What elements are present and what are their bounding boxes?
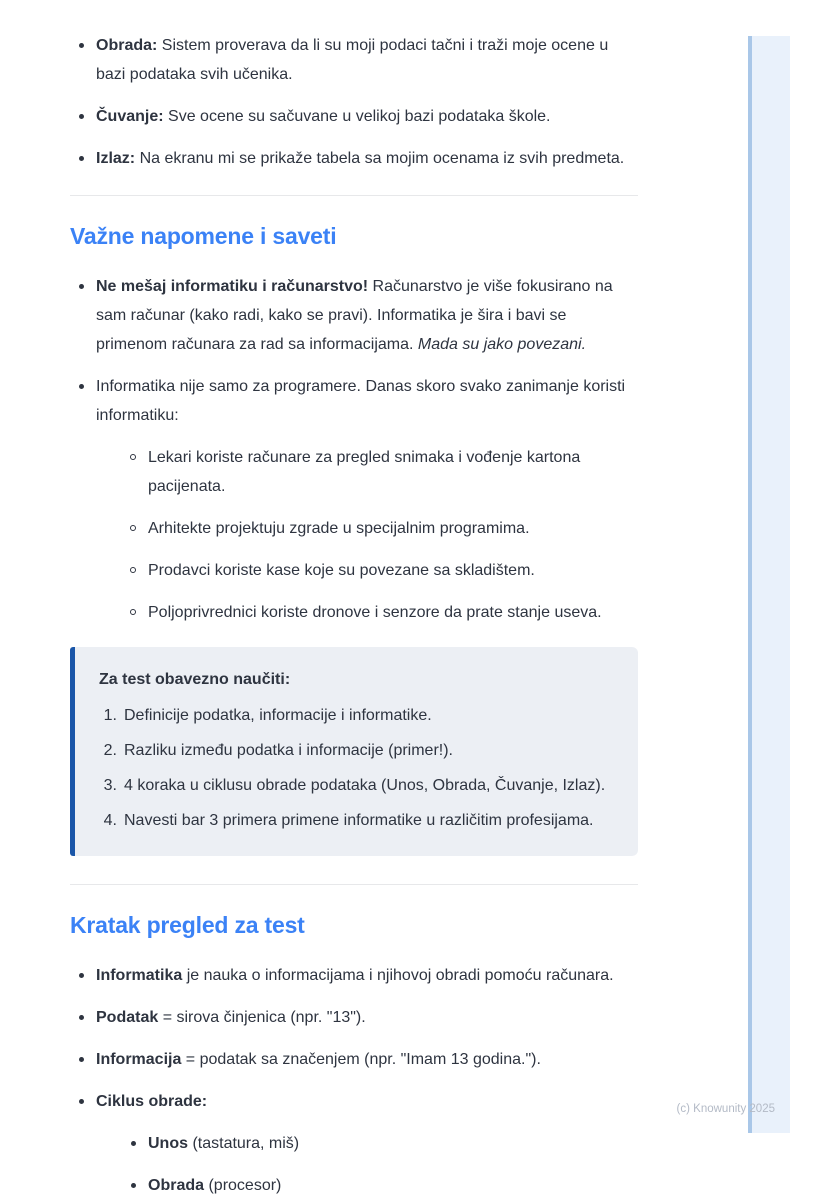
item-text: Navesti bar 3 primera primene informatike u različitim profesijama. xyxy=(124,812,594,829)
list-item xyxy=(70,272,638,359)
item-text: Prodavci koriste kase koje su povezane sa skladištem. xyxy=(148,562,535,579)
item-text: Arhitekte projektuju zgrade u specijalnim programima. xyxy=(148,520,530,537)
list-item xyxy=(70,372,638,627)
item-bold-label: Unos xyxy=(148,1135,188,1152)
item-text: Računarstvo je više fokusirano na sam računar (kako radi, kako se pravi). Informatika je šira i bavi se primenom računara za rad sa informacijama. xyxy=(96,278,613,353)
item-text: = sirova činjenica (npr. "13"). xyxy=(158,1009,366,1026)
list-item xyxy=(70,102,638,131)
item-text: Poljoprivrednici koriste dronove i senzore da prate stanje useva. xyxy=(148,604,602,621)
copyright-footer: (c) Knowunity 2025 xyxy=(676,1103,775,1115)
list-item xyxy=(122,1171,638,1200)
item-text: Lekari koriste računare za pregled snimaka i vođenje kartona pacijenata. xyxy=(148,449,581,495)
item-bold-label: Podatak xyxy=(96,1009,159,1026)
list-item xyxy=(122,556,638,585)
circle-bullet-icon xyxy=(130,609,136,615)
item-text: (procesor) xyxy=(204,1177,282,1194)
list-item xyxy=(70,1087,638,1200)
item-text: Razliku između podatka i informacije (primer!). xyxy=(124,742,453,759)
numbered-list-item xyxy=(99,737,614,765)
item-text: je nauka o informacijama i njihovoj obradi pomoću računara. xyxy=(182,967,614,984)
section-heading-notes: Važne napomene i saveti xyxy=(70,223,337,249)
cycle-sublist xyxy=(122,1129,638,1200)
bullet-icon xyxy=(79,1099,84,1104)
list-item xyxy=(70,31,638,89)
item-bold-label: Obrada: xyxy=(96,37,158,54)
item-text: Definicije podatka, informacije i informatike. xyxy=(124,707,432,724)
list-item xyxy=(70,1045,638,1074)
item-text: Na ekranu mi se prikaže tabela sa mojim ocenama iz svih predmeta. xyxy=(135,150,625,167)
bullet-icon xyxy=(79,114,84,119)
list-item xyxy=(122,514,638,543)
item-number: 4. xyxy=(103,812,117,829)
item-bold-label: Ciklus obrade: xyxy=(96,1093,208,1110)
item-bold-label: Obrada xyxy=(148,1177,205,1194)
item-bold-label: Informatika xyxy=(96,967,183,984)
item-italic-text: Mada su jako povezani. xyxy=(417,336,587,353)
numbered-list-item xyxy=(99,807,614,835)
section-divider xyxy=(70,884,638,885)
item-number: 2. xyxy=(103,742,117,759)
bullet-icon xyxy=(79,1057,84,1062)
circle-bullet-icon xyxy=(130,454,136,460)
list-item xyxy=(122,1129,638,1158)
item-number: 1. xyxy=(103,707,117,724)
circle-bullet-icon xyxy=(130,567,136,573)
item-text: Sistem proverava da li su moji podaci tačni i traži moje ocene u bazi podataka svih učenika. xyxy=(96,37,609,83)
bullet-icon xyxy=(79,973,84,978)
bullet-icon xyxy=(131,1141,136,1146)
list-item xyxy=(70,1003,638,1032)
item-number: 3. xyxy=(103,777,117,794)
test-callout-box xyxy=(70,647,638,856)
page-edge-decoration xyxy=(748,36,790,1133)
list-item xyxy=(70,144,638,173)
examples-sublist xyxy=(122,443,638,627)
bullet-icon xyxy=(79,1015,84,1020)
bullet-icon xyxy=(79,384,84,389)
document-content xyxy=(70,0,638,1200)
item-bold-label: Informacija xyxy=(96,1051,182,1068)
item-text: Informatika nije samo za programere. Danas skoro svako zanimanje koristi informatiku: xyxy=(96,378,626,424)
numbered-list-item xyxy=(99,772,614,800)
item-text: (tastatura, miš) xyxy=(188,1135,300,1152)
item-text: = podatak sa značenjem (npr. "Imam 13 godina."). xyxy=(181,1051,541,1068)
bullet-icon xyxy=(79,43,84,48)
list-item xyxy=(122,443,638,501)
list-item xyxy=(70,961,638,990)
callout-title: Za test obavezno naučiti: xyxy=(99,671,291,688)
circle-bullet-icon xyxy=(130,525,136,531)
item-bold-label: Ne mešaj informatiku i računarstvo! xyxy=(96,278,369,295)
item-text: Sve ocene su sačuvane u velikoj bazi podataka škole. xyxy=(163,108,551,125)
section-heading-review: Kratak pregled za test xyxy=(70,912,305,938)
section-divider xyxy=(70,195,638,196)
item-bold-label: Čuvanje: xyxy=(96,108,164,125)
numbered-list-item xyxy=(99,702,614,730)
bullet-icon xyxy=(79,156,84,161)
item-text: 4 koraka u ciklusu obrade podataka (Unos, Obrada, Čuvanje, Izlaz). xyxy=(124,777,606,794)
item-bold-label: Izlaz: xyxy=(96,150,136,167)
bullet-icon xyxy=(131,1183,136,1188)
intro-list xyxy=(70,31,638,173)
list-item xyxy=(122,598,638,627)
bullet-icon xyxy=(79,284,84,289)
